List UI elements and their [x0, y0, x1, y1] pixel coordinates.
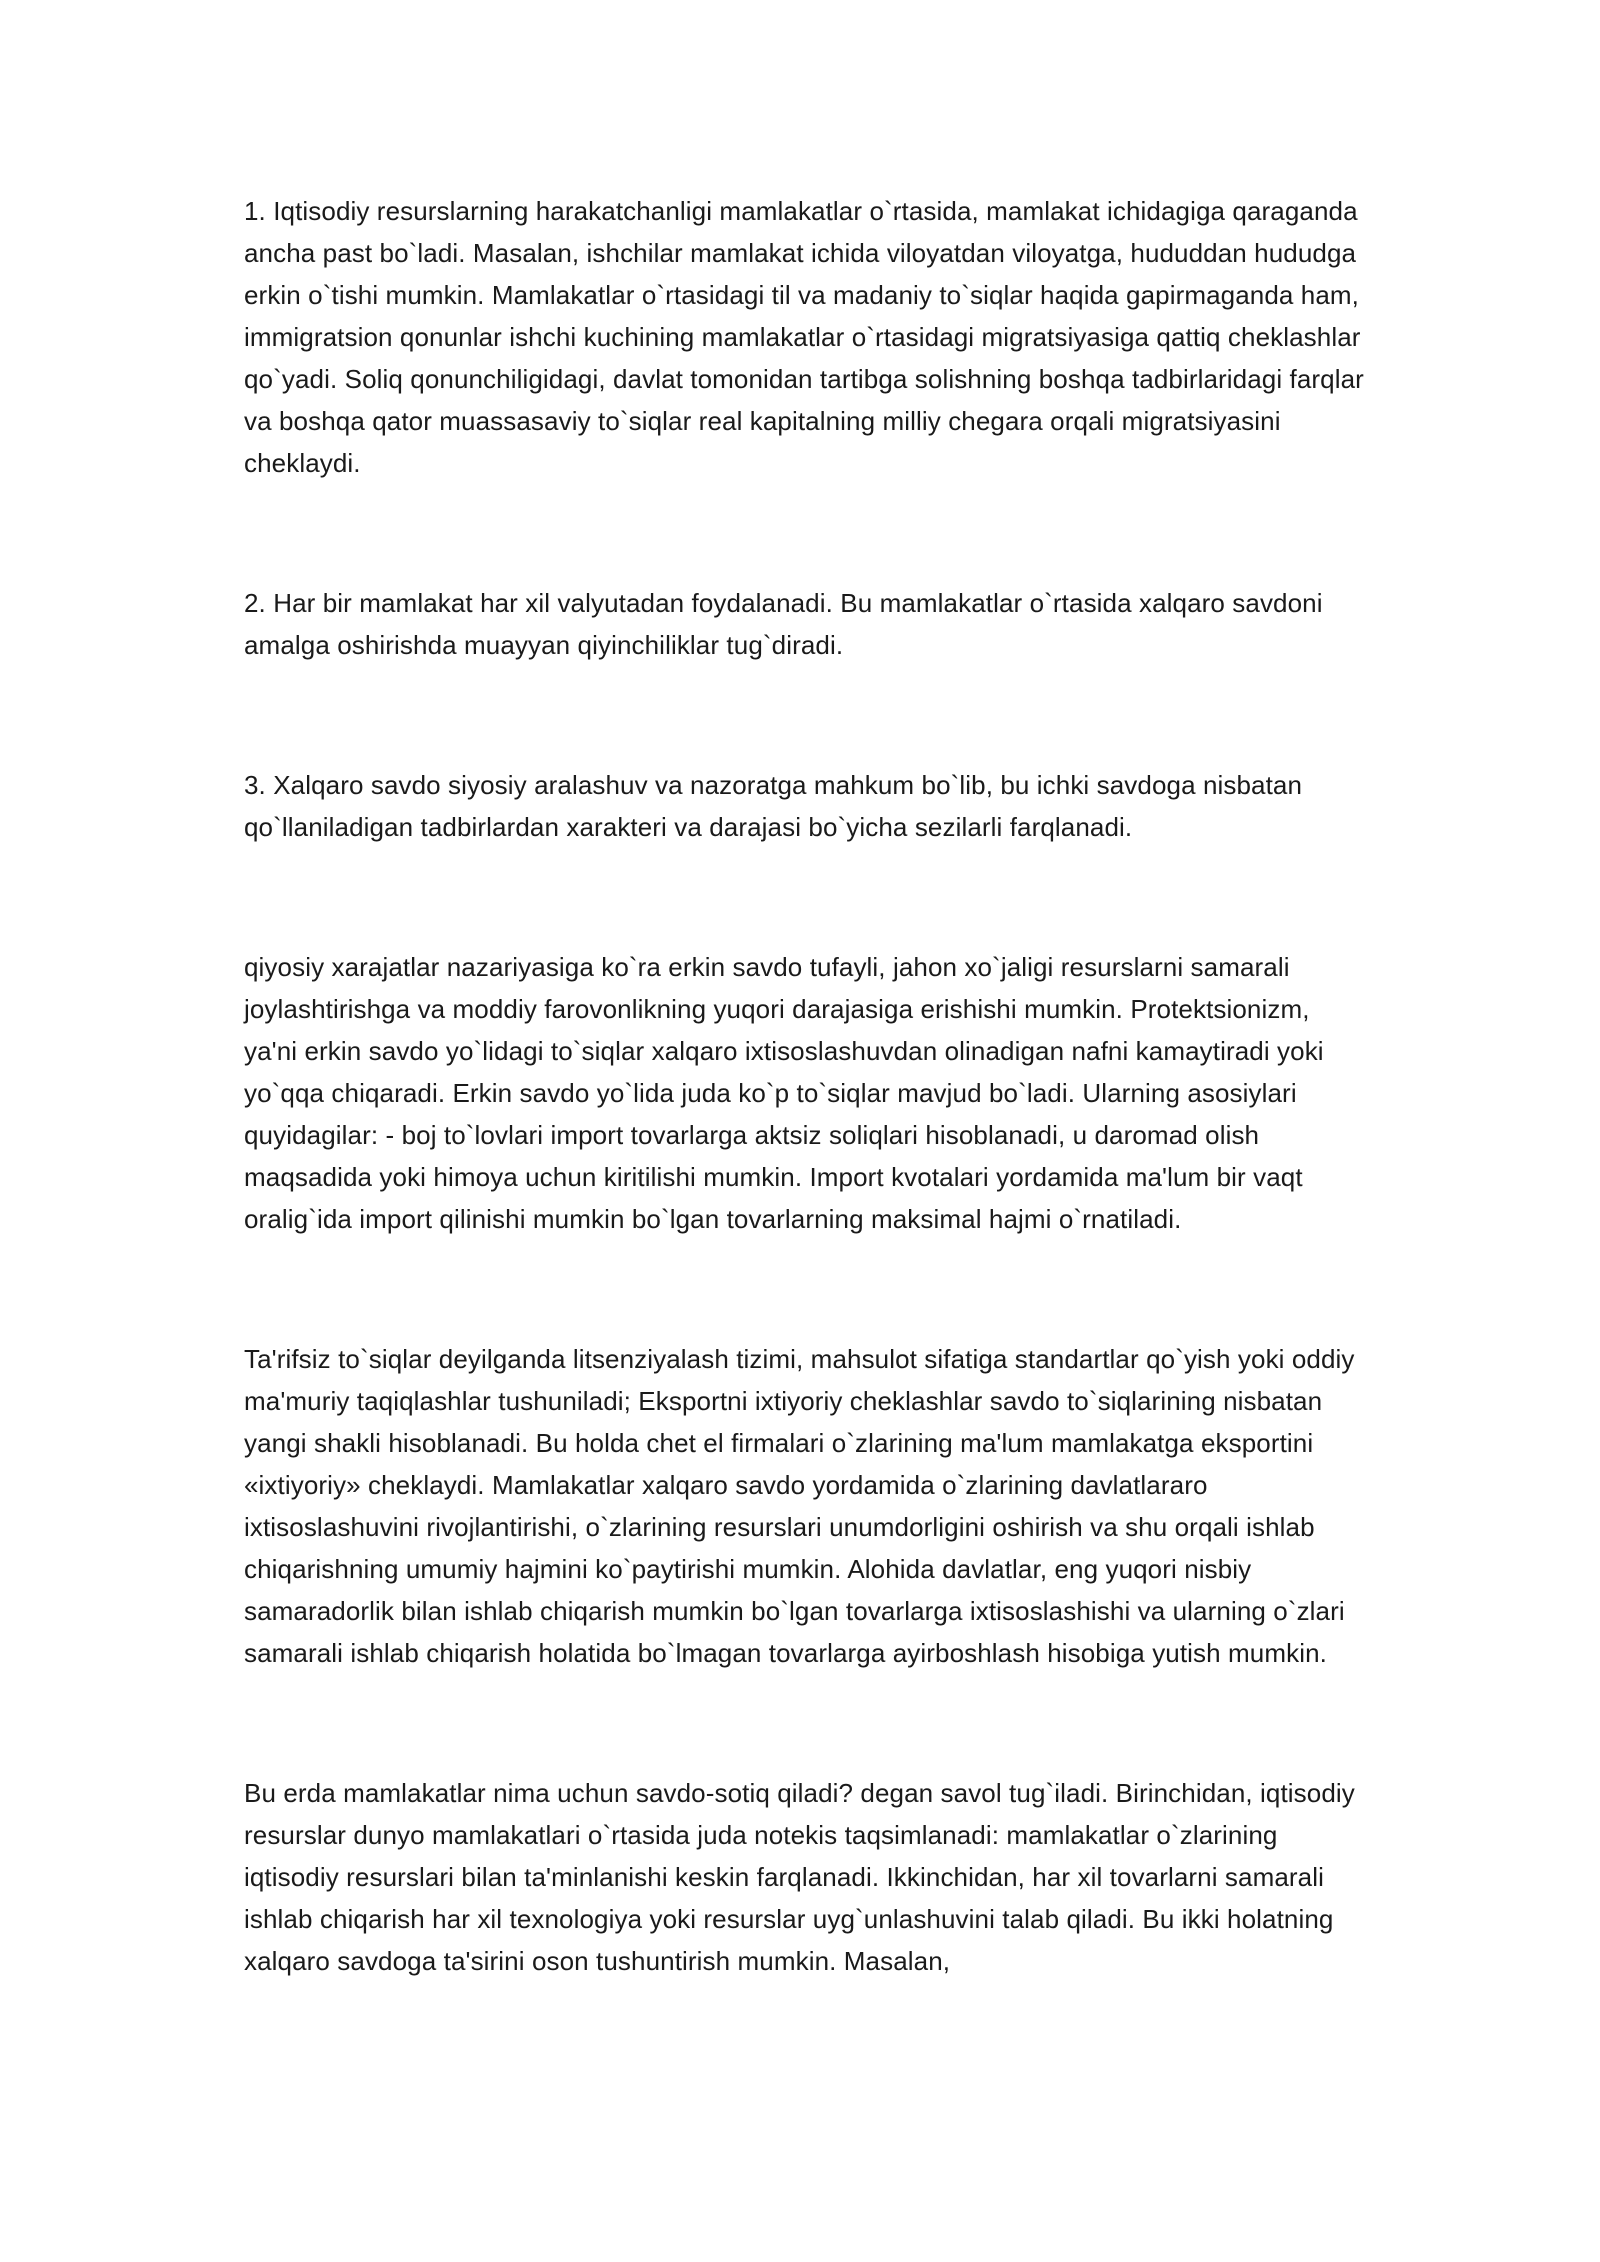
paragraph-4: qiyosiy xarajatlar nazariyasiga ko`ra erkin savdo tufayli, jahon xo`jaligi resurslarni samarali joylashtirishga va moddiy farovonlikning yuqori darajasiga erishishi mumkin. Protektsionizm, ya'ni erkin savdo yo`lidagi to`siqlar xalqaro ixtisoslashuvdan olinadigan nafni kamaytiradi yoki yo`qqa chiqaradi. Erkin savdo yo`lida juda ko`p to`siqlar mavjud bo`ladi. Ularning asosiylari quyidagilar: - boj to`lovlari import tovarlarga aktsiz soliqlari hisoblanadi, u daromad olish maqsadida yoki himoya uchun kiritilishi mumkin. Import kvotalari yordamida ma'lum bir vaqt oralig`ida import qilinishi mumkin bo`lgan tovarlarning maksimal hajmi o`rnatiladi. [244, 952, 1324, 1234]
paragraph-5: Ta'rifsiz to`siqlar deyilganda litsenziyalash tizimi, mahsulot sifatiga standartlar qo`yish yoki oddiy ma'muriy taqiqlashlar tushuniladi; Eksportni ixtiyoriy cheklashlar savdo to`siqlarining nisbatan yangi shakli hisoblanadi. Bu holda chet el firmalari o`zlarining ma'lum mamlakatga eksportini «ixtiyoriy» cheklaydi. Mamlakatlar xalqaro savdo yordamida o`zlarining davlatlararo ixtisoslashuvini rivojlantirishi, o`zlarining resurslari unumdorligini oshirish va shu orqali ishlab chiqarishning umumiy hajmini ko`paytirishi mumkin. Alohida davlatlar, eng yuqori nisbiy samaradorlik bilan ishlab chiqarish mumkin bo`lgan tovarlarga ixtisoslashishi va ularning o`zlari samarali ishlab chiqarish holatida bo`lmagan tovarlarga ayirboshlash hisobiga yutish mumkin. [244, 1344, 1355, 1668]
paragraph-2: 2. Har bir mamlakat har xil valyutadan foydalanadi. Bu mamlakatlar o`rtasida xalqaro savdoni amalga oshirishda muayyan qiyinchiliklar tug`diradi. [244, 588, 1323, 660]
paragraph-6: Bu erda mamlakatlar nima uchun savdo-sotiq qiladi? degan savol tug`iladi. Birinchidan, iqtisodiy resurslar dunyo mamlakatlari o`rtasida juda notekis taqsimlanadi: mamlakatlar o`zlarining iqtisodiy resurslari bilan ta'minlanishi keskin farqlanadi. Ikkinchidan, har xil tovarlarni samarali ishlab chiqarish har xil texnologiya yoki resurslar uyg`unlashuvini talab qiladi. Bu ikki holatning xalqaro savdoga ta'sirini oson tushuntirish mumkin. Masalan, [244, 1778, 1355, 1976]
paragraph-3: 3. Xalqaro savdo siyosiy aralashuv va nazoratga mahkum bo`lib, bu ichki savdoga nisbatan qo`llaniladigan tadbirlardan xarakteri va darajasi bo`yicha sezilarli farqlanadi. [244, 770, 1303, 842]
document-body [244, 190, 1364, 1982]
paragraph-1: 1. Iqtisodiy resurslarning harakatchanligi mamlakatlar o`rtasida, mamlakat ichidagiga qaraganda ancha past bo`ladi. Masalan, ishchilar mamlakat ichida viloyatdan viloyatga, hududdan hududga erkin o`tishi mumkin. Mamlakatlar o`rtasidagi til va madaniy to`siqlar haqida gapirmaganda ham, immigratsion qonunlar ishchi kuchining mamlakatlar o`rtasidagi migratsiyasiga qattiq cheklashlar qo`yadi. Soliq qonunchiligidagi, davlat tomonidan tartibga solishning boshqa tadbirlaridagi farqlar va boshqa qator muassasaviy to`siqlar real kapitalning milliy chegara orqali migratsiyasini cheklaydi. [244, 196, 1364, 478]
